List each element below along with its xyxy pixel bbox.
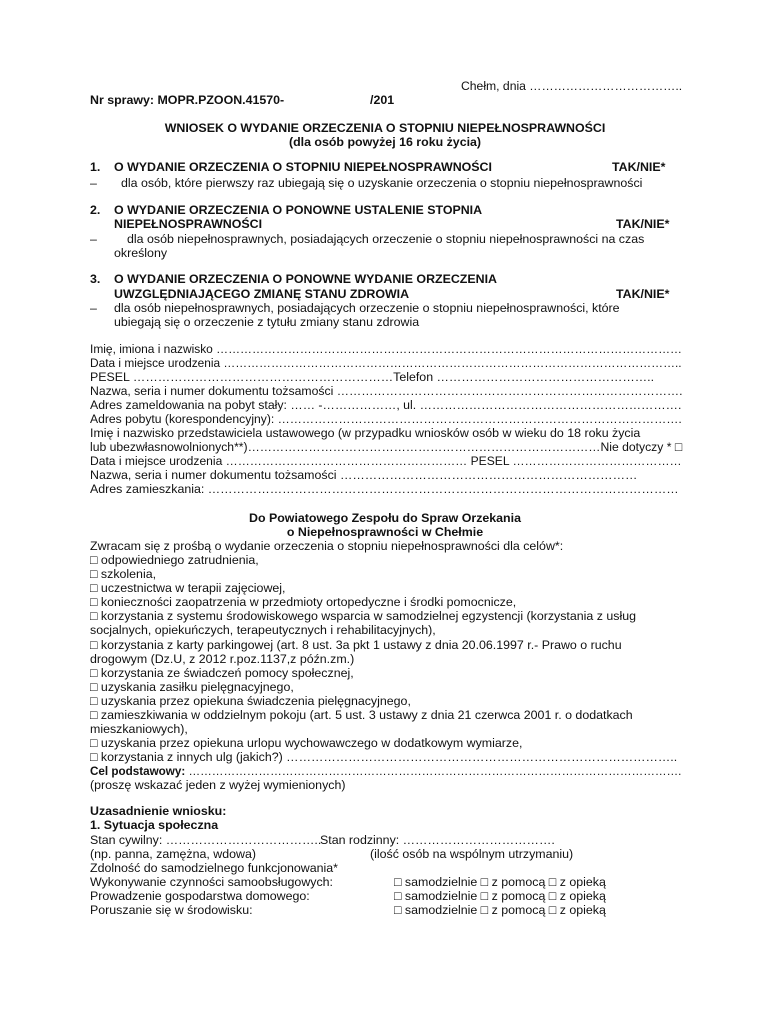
section-number: 3.: [90, 272, 101, 286]
tak-nie-choice[interactable]: TAK/NIE*: [612, 160, 666, 174]
birth-field[interactable]: Data i miejsce urodzenia ……………………………………………………………………………………………………..: [90, 356, 682, 370]
civil-status-field[interactable]: Stan cywilny: ………………………………..: [90, 833, 322, 847]
section-number: 1.: [90, 160, 101, 174]
section-description: określony: [114, 246, 168, 260]
rep-birth-pesel-field[interactable]: Data i miejsce urodzenia …………………………………………………… PESEL ……………………………………: [90, 454, 682, 468]
addressee-line: Do Powiatowego Zespołu do Spraw Orzekania: [249, 511, 521, 525]
main-purpose-label: Cel podstawowy:: [90, 764, 186, 778]
purpose-checkbox[interactable]: □ konieczności zaopatrzenia w przedmioty ortopedyczne i środki pomocnicze,: [90, 595, 517, 609]
purpose-continuation: socjalnych, opiekuńczych, terapeutycznych i rehabilitacyjnych),: [90, 623, 436, 637]
section-heading: O WYDANIE ORZECZENIA O PONOWNE WYDANIE ORZECZENIA: [114, 272, 497, 286]
case-number-label: Nr sprawy: MOPR.PZOON.41570-: [90, 93, 285, 107]
justification-heading: Uzasadnienie wniosku:: [90, 804, 227, 818]
form-subtitle: (dla osób powyżej 16 roku życia): [288, 135, 482, 149]
section-number: 2.: [90, 203, 101, 217]
purpose-checkbox[interactable]: □ korzystania z systemu środowiskowego wsparcia w samodzielnej egzystencji (korzystania z usług: [90, 609, 637, 623]
tak-nie-choice[interactable]: TAK/NIE*: [616, 217, 670, 231]
purpose-continuation: mieszkaniowych),: [90, 722, 188, 736]
functioning-ability-label: Zdolność do samodzielnego funkcjonowania*: [90, 861, 338, 875]
main-purpose-field[interactable]: [90, 764, 681, 778]
mobility-label: Poruszanie się w środowisku:: [90, 903, 253, 917]
representative-field: Imię i nazwisko przedstawiciela ustawowego (w przypadku wniosków osób w wieku do 18 roku życia: [90, 426, 641, 440]
section-description: ubiegają się o orzeczenie z tytułu zmiany stanu zdrowia: [114, 315, 420, 329]
household-options[interactable]: □ samodzielnie □ z pomocą □ z opieką: [394, 889, 606, 903]
section-heading: O WYDANIE ORZECZENIA O STOPNIU NIEPEŁNOSPRAWNOŚCI: [114, 160, 492, 174]
self-care-options[interactable]: □ samodzielnie □ z pomocą □ z opieką: [394, 875, 606, 889]
purposes-intro: Zwracam się z prośbą o wydanie orzeczenia o stopniu niepełnosprawności dla celów*:: [90, 539, 564, 553]
registered-address-field[interactable]: Adres zameldowania na pobyt stały: …… -………………, ul. ……………………………………………………….: [90, 398, 682, 412]
pesel-phone-field[interactable]: PESEL ………………………………………………………Telefon ……………………………………………..: [90, 370, 655, 384]
representative-field[interactable]: lub ubezwłasnowolnionych**)……………………………………………………………………………Nie dotyczy * □: [90, 440, 683, 454]
case-number-year: /201: [370, 93, 395, 107]
household-label: Prowadzenie gospodarstwa domowego:: [90, 889, 310, 903]
addressee-line: o Niepełnosprawności w Chełmie: [286, 525, 484, 539]
section-description: dla osób, które pierwszy raz ubiegają się o uzyskanie orzeczenia o stopniu niepełnosprawności: [121, 176, 643, 190]
form-title: WNIOSEK O WYDANIE ORZECZENIA O STOPNIU NIEPEŁNOSPRAWNOŚCI: [164, 121, 606, 135]
main-purpose-dots: ……………………………………………………………………………………………………………….: [185, 764, 682, 778]
family-status-hint: (ilość osób na wspólnym utrzymaniu): [370, 847, 574, 861]
city-date-line: Chełm, dnia ………………………………..: [461, 79, 683, 93]
purpose-checkbox[interactable]: □ odpowiedniego zatrudnienia,: [90, 553, 259, 567]
section-heading: O WYDANIE ORZECZENIA O PONOWNE USTALENIE STOPNIA: [114, 203, 483, 217]
section-description: dla osób niepełnosprawnych, posiadających orzeczenie o stopniu niepełnosprawności, które: [114, 301, 620, 315]
id-document-field[interactable]: Nazwa, seria i numer dokumentu tożsamości ………………………………………………………………………….: [90, 384, 683, 398]
section-heading: NIEPEŁNOSPRAWNOŚCI: [114, 217, 263, 231]
self-care-label: Wykonywanie czynności samoobsługowych:: [90, 875, 333, 889]
mobility-options[interactable]: □ samodzielnie □ z pomocą □ z opieką: [394, 903, 606, 917]
tak-nie-choice[interactable]: TAK/NIE*: [616, 287, 670, 301]
section-description: dla osób niepełnosprawnych, posiadających orzeczenie o stopniu niepełnosprawności na czas: [127, 232, 645, 246]
purpose-checkbox[interactable]: □ uzyskania zasiłku pielęgnacyjnego,: [90, 680, 294, 694]
purpose-checkbox[interactable]: □ korzystania ze świadczeń pomocy społecznej,: [90, 666, 354, 680]
correspondence-address-field[interactable]: Adres pobytu (korespondencyjny): ……………………………………………………………………………………….: [90, 412, 682, 426]
family-status-field[interactable]: Stan rodzinny: ……………………………….: [320, 833, 555, 847]
rep-id-document-field[interactable]: Nazwa, seria i numer dokumentu tożsamości ………………………………………………………………: [90, 468, 638, 482]
purpose-checkbox[interactable]: □ uczestnictwa w terapii zajęciowej,: [90, 581, 286, 595]
name-field[interactable]: Imię, imiona i nazwisko ………………………………………………………………………………………………………: [90, 342, 682, 356]
purpose-checkbox[interactable]: □ uzyskania przez opiekuna świadczenia pielęgnacyjnego,: [90, 694, 411, 708]
purpose-checkbox[interactable]: □ uzyskania przez opiekuna urlopu wychowawczego w dodatkowym wymiarze,: [90, 736, 523, 750]
purpose-continuation: drogowym (Dz.U, z 2012 r.poz.1137,z późn.zm.): [90, 652, 355, 666]
rep-address-field[interactable]: Adres zamieszkania: ……………………………………………………………………………………………………: [90, 482, 679, 496]
purpose-checkbox[interactable]: □ szkolenia,: [90, 567, 157, 581]
main-purpose-note: (proszę wskazać jeden z wyżej wymienionych): [90, 778, 346, 792]
purpose-checkbox[interactable]: □ zamieszkiwania w oddzielnym pokoju (art. 5 ust. 3 ustawy z dnia 21 czerwca 2001 r. o dodatkach: [90, 708, 633, 722]
purpose-checkbox[interactable]: □ korzystania z karty parkingowej (art. 8 ust. 3a pkt 1 ustawy z dnia 20.06.1997 r.- Prawo o ruchu: [90, 638, 622, 652]
civil-status-hint: (np. panna, zamężna, wdowa): [90, 847, 256, 861]
social-situation-heading: 1. Sytuacja społeczna: [90, 818, 219, 832]
section-heading: UWZGLĘDNIAJĄCEGO ZMIANĘ STANU ZDROWIA: [114, 287, 410, 301]
purpose-checkbox[interactable]: □ korzystania z innych ulg (jakich?) …………………………………………………………………………………..: [90, 750, 678, 764]
dash: –: [90, 301, 97, 315]
dash: –: [90, 176, 97, 190]
dash: –: [90, 232, 97, 246]
